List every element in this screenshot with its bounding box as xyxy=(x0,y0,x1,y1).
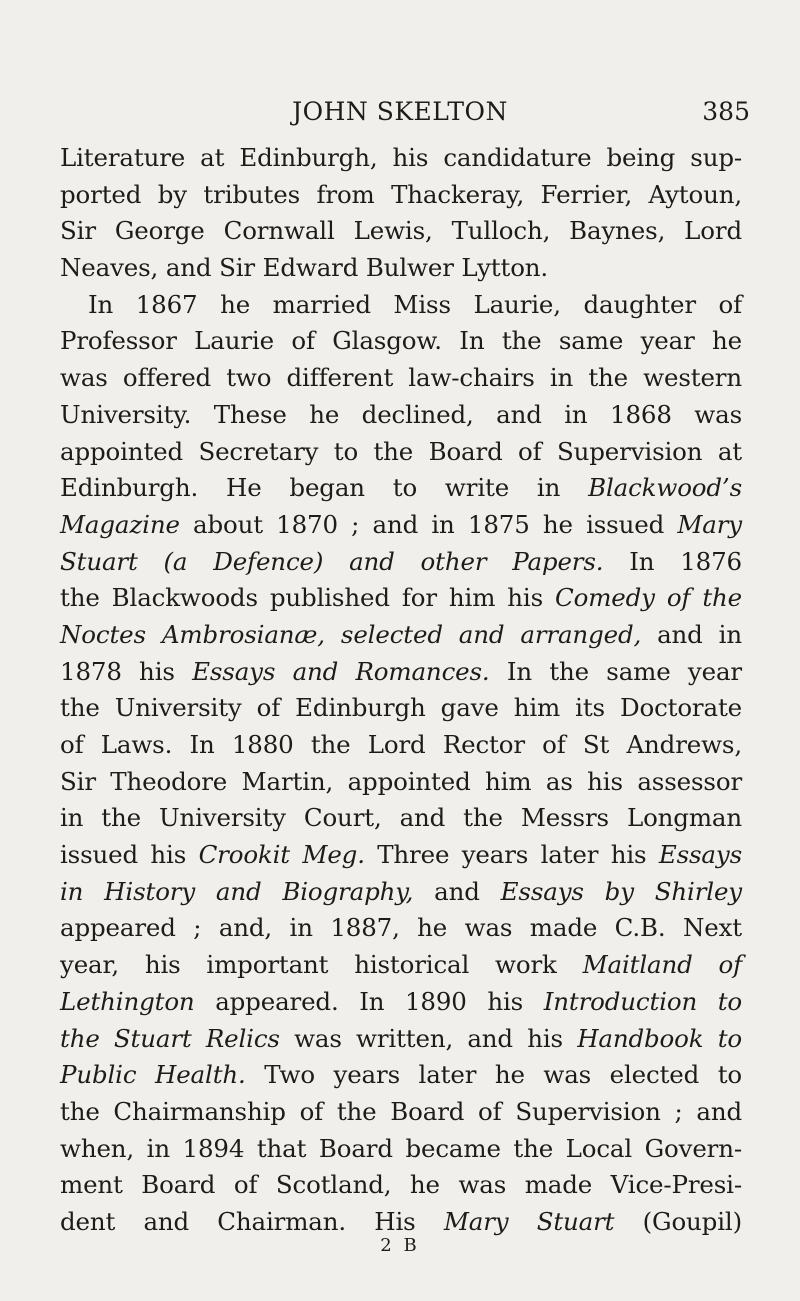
text-segment: the Chairmanship of the Board of Supervision ; and xyxy=(60,1096,742,1126)
text-segment: and in xyxy=(641,619,742,649)
text-segment: In 1876 xyxy=(603,546,742,576)
italic-title: Mary Stuart xyxy=(443,1206,615,1236)
text-segment: dent and Chairman. His xyxy=(60,1206,444,1236)
text-line xyxy=(60,470,742,507)
text-segment: University. These he declined, and in 1868 was xyxy=(60,399,742,429)
text-line xyxy=(60,213,742,250)
text-segment: Professor Laurie of Glasgow. In the same year he xyxy=(60,326,742,356)
text-line xyxy=(60,507,742,544)
text-segment: of Laws. In 1880 the Lord Rector of St Andrews, xyxy=(60,730,742,759)
italic-title: Maitland of xyxy=(582,950,742,980)
italic-title: Crookit Meg. xyxy=(198,840,365,870)
text-segment: was offered two different law-chairs in the western xyxy=(60,363,742,393)
text-line xyxy=(60,287,742,324)
text-line xyxy=(60,727,742,764)
text-segment: Three years later his xyxy=(364,840,659,870)
text-line xyxy=(60,837,742,874)
text-line xyxy=(60,1021,742,1058)
text-line xyxy=(60,1094,742,1131)
text-segment: the University of Edinburgh gave him its Doctorate xyxy=(60,693,742,723)
italic-title: Lethington xyxy=(60,986,195,1016)
text-line xyxy=(60,910,742,947)
italic-title: Public Health. xyxy=(60,1060,246,1090)
text-segment: appointed Secretary to the Board of Supervision at xyxy=(60,436,742,466)
text-segment: appeared. In 1890 his xyxy=(194,986,544,1016)
text-segment: year, his important historical work xyxy=(60,950,583,980)
italic-title: Introduction to xyxy=(543,986,743,1016)
text-segment: Edinburgh. He began to write in xyxy=(60,473,589,503)
italic-title: Handbook to xyxy=(577,1023,742,1053)
italic-title: Noctes Ambrosianæ, selected and arranged, xyxy=(60,619,642,649)
italic-title: Mary xyxy=(677,509,742,539)
italic-title: Essays xyxy=(658,840,742,870)
text-segment: In 1867 he married Miss Laurie, daughter of xyxy=(88,289,742,319)
text-segment: and xyxy=(413,876,501,906)
text-line xyxy=(60,397,742,434)
text-line xyxy=(60,360,742,397)
text-line xyxy=(60,654,742,691)
body-text xyxy=(60,140,742,1241)
text-line xyxy=(60,690,742,727)
text-segment: Sir Theodore Martin, appointed him as his assessor xyxy=(60,766,742,796)
printer-signature: 2 B xyxy=(380,1235,420,1256)
text-segment: issued his xyxy=(60,840,199,870)
text-segment: when, in 1894 that Board became the Local Govern- xyxy=(60,1133,742,1163)
text-line xyxy=(60,323,742,360)
text-line xyxy=(60,544,742,581)
text-segment: In the same year xyxy=(489,656,742,686)
text-segment: was written, and his xyxy=(279,1023,578,1053)
text-segment: 1878 his xyxy=(60,656,193,686)
text-segment: Sir George Cornwall Lewis, Tulloch, Baynes, Lord xyxy=(60,216,742,246)
text-segment: appeared ; and, in 1887, he was made C.B. Next xyxy=(60,913,742,943)
text-line xyxy=(60,764,742,801)
text-line xyxy=(60,984,742,1021)
italic-title: Blackwood’s xyxy=(588,473,742,503)
italic-title: Stuart (a Defence) and other Papers. xyxy=(60,546,604,576)
running-head xyxy=(60,92,750,132)
text-line xyxy=(60,434,742,471)
text-line xyxy=(60,250,742,287)
text-line xyxy=(60,874,742,911)
text-line xyxy=(60,1131,742,1168)
text-line xyxy=(60,1167,742,1204)
text-segment: (Goupil) xyxy=(614,1206,742,1236)
text-segment: Neaves, and Sir Edward Bulwer Lytton. xyxy=(60,253,549,283)
text-line xyxy=(60,580,742,617)
text-line xyxy=(60,140,742,177)
page-number: 385 xyxy=(702,97,750,126)
text-line xyxy=(60,617,742,654)
italic-title: in History and Biography, xyxy=(60,876,414,906)
text-segment: about 1870 ; and in 1875 he issued xyxy=(179,509,678,539)
text-segment: ported by tributes from Thackeray, Ferrier, Aytoun, xyxy=(60,179,742,209)
text-segment: in the University Court, and the Messrs Longman xyxy=(60,803,742,833)
text-segment: Literature at Edinburgh, his candidature being sup- xyxy=(60,143,742,172)
italic-title: Comedy of the xyxy=(555,583,742,613)
italic-title: Essays and Romances. xyxy=(192,656,490,686)
text-segment: ment Board of Scotland, he was made Vice-Presi- xyxy=(60,1170,742,1200)
text-segment: Two years later he was elected to xyxy=(245,1060,742,1090)
text-line xyxy=(60,177,742,214)
text-line xyxy=(60,1057,742,1094)
text-line xyxy=(60,800,742,837)
text-segment: the Blackwoods published for him his xyxy=(60,583,555,613)
italic-title: Essays by Shirley xyxy=(500,876,742,906)
running-title: JOHN SKELTON xyxy=(292,97,508,126)
italic-title: Magazine xyxy=(60,509,180,539)
italic-title: the Stuart Relics xyxy=(60,1023,280,1053)
text-line xyxy=(60,947,742,984)
